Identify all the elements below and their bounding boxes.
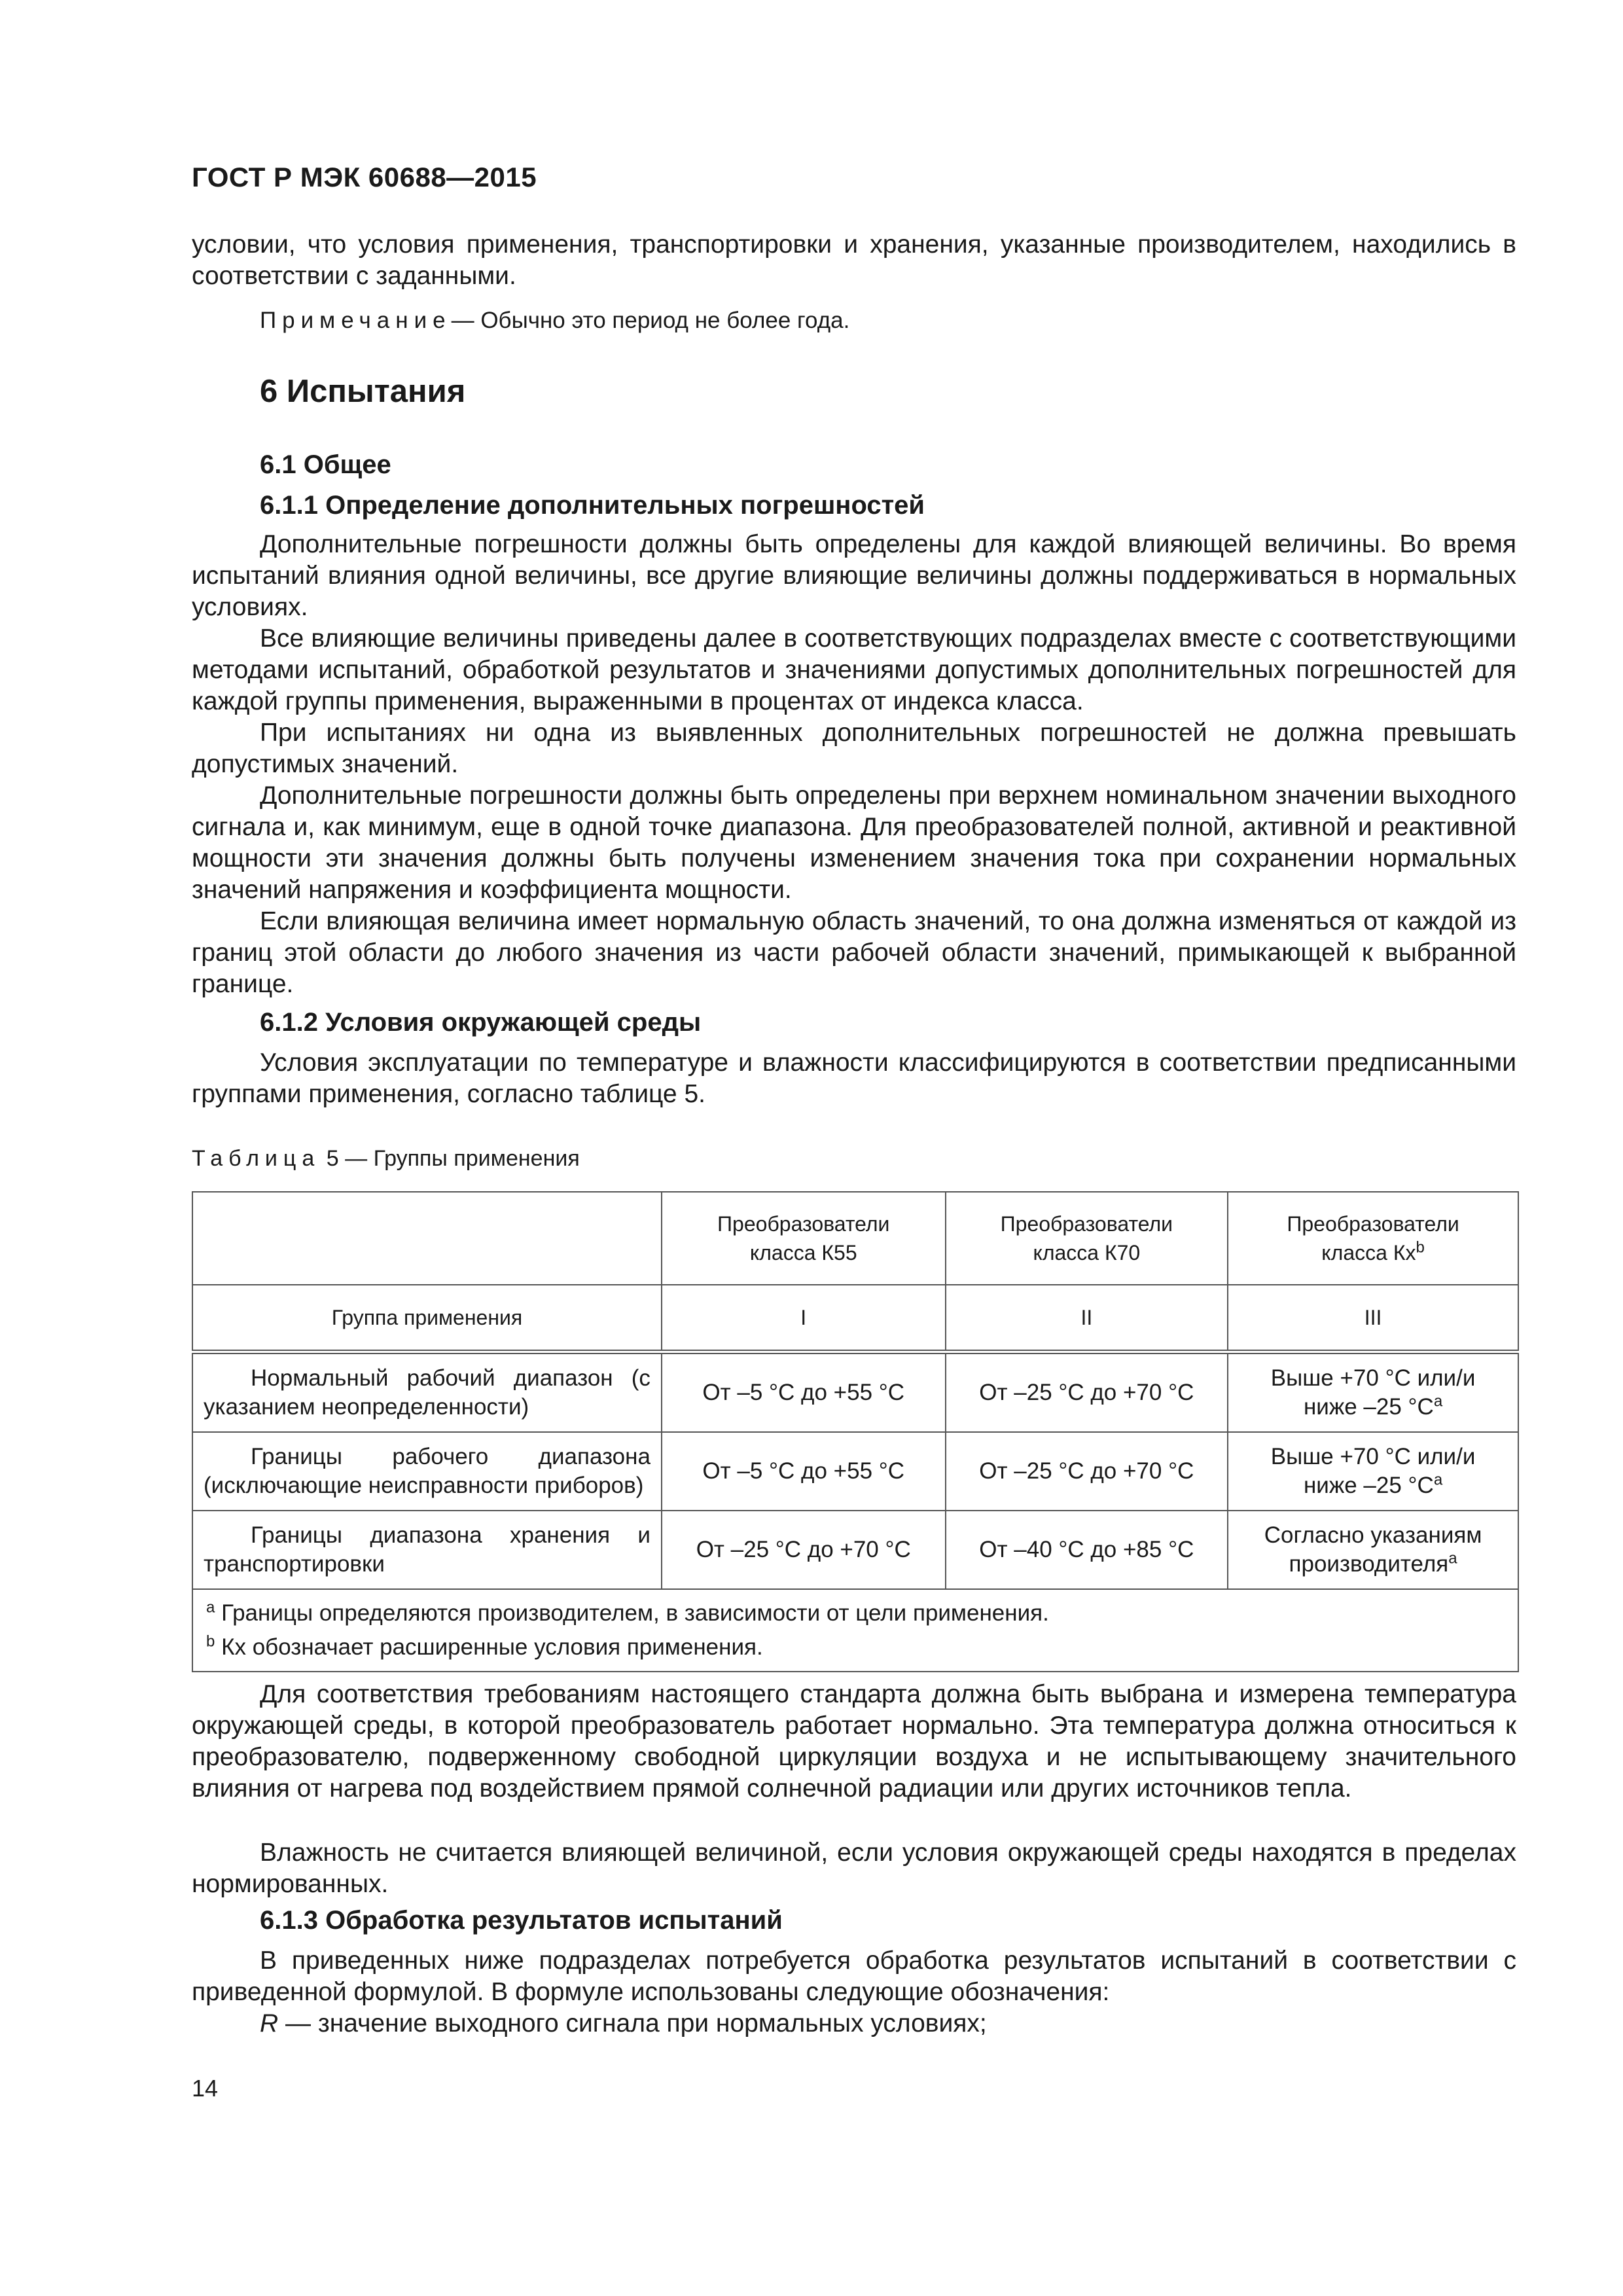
note-label: Примечание <box>260 308 452 333</box>
row-label: Границы диапазона хранения и транспортировки <box>192 1511 662 1589</box>
row-label: Нормальный рабочий диапазон (с указанием неопределенности) <box>192 1352 662 1433</box>
page-number: 14 <box>192 2075 219 2102</box>
row-cell: Выше +70 °С или/и ниже –25 $^\circ С^a$ <box>1228 1352 1518 1433</box>
section-6-1-3-heading: 6.1.3 Обработка результатов испытаний <box>260 1906 783 1935</box>
footnote-mark-b: b <box>1416 1238 1425 1257</box>
row-cell: От –5 °С до +55 °С <box>662 1352 946 1433</box>
table-caption-text: 5 — Группы применения <box>326 1146 580 1171</box>
table-row <box>192 1432 1518 1511</box>
header-k55: Преобразователи класса К55 <box>662 1192 946 1285</box>
group-label: Группа применения <box>192 1285 662 1352</box>
paragraph-611-1: Дополнительные погрешности должны быть определены для каждой влияющей величины. Во время испытаний влияния одной величины, все другие влияющие величины должны поддерживаться в нормальных условиях. <box>192 530 1516 621</box>
row-cell: От –40 °С до +85 °С <box>946 1511 1228 1589</box>
paragraph-612: Условия эксплуатации по температуре и влажности классифицируются в соответствии предписанными группами применения, согласно таблице 5. <box>192 1049 1516 1108</box>
symbol-r: R <box>260 2009 279 2037</box>
definition-r: R — значение выходного сигнала при нормальных условиях; <box>260 2009 987 2037</box>
paragraph-611-5: Если влияющая величина имеет нормальную область значений, то она должна изменяться от каждой из границ этой области до любого значения из части рабочей области значений, примыкающей к выбранной границе. <box>192 907 1516 998</box>
paragraph-611-4: Дополнительные погрешности должны быть определены при верхнем номинальном значении выходного сигнала и, как минимум, еще в одной точке диапазона. Для преобразователей полной, активной и реактивной мощности эти значения должны быть получены изменением значения тока при сохранении нормальных значений напряжения и коэффициента мощности. <box>192 781 1516 904</box>
group-iii: III <box>1228 1285 1518 1352</box>
table-header-row <box>192 1192 1518 1285</box>
standard-header: ГОСТ Р МЭК 60688—2015 <box>192 162 537 192</box>
group-ii: II <box>946 1285 1228 1352</box>
section-6-1-1-heading: 6.1.1 Определение дополнительных погрешностей <box>260 491 925 520</box>
table-row <box>192 1352 1518 1433</box>
footnote-b: $^b$ Кx обозначает расширенные условия применения. <box>206 1632 763 1660</box>
table-group-row <box>192 1285 1518 1352</box>
header-kx: Преобразователи класса $Кx^b$ <box>1228 1192 1518 1285</box>
note <box>260 308 849 334</box>
table-row <box>192 1511 1518 1589</box>
row-cell: От –25 °С до +70 °С <box>946 1352 1228 1433</box>
row-cell: Согласно указаниям производителя$^a$ <box>1228 1511 1518 1589</box>
paragraph-613: В приведенных ниже подразделах потребуется обработка результатов испытаний в соответствии с приведенной формулой. В формуле использованы следующие обозначения: <box>192 1946 1516 2006</box>
paragraph-611-2: Все влияющие величины приведены далее в соответствующих подразделах вместе с соответствующими методами испытаний, обработкой результатов и значениями допустимых дополнительных погрешностей для каждой группы применения, выраженными в процентах от индекса класса. <box>192 624 1516 715</box>
table-footnotes <box>192 1589 1518 1672</box>
paragraph-after-table-2: Влажность не считается влияющей величиной, если условия окружающей среды находятся в пределах нормированных. <box>192 1839 1516 1898</box>
header-empty-cell <box>192 1192 662 1285</box>
header-k70: Преобразователи класса К70 <box>946 1192 1228 1285</box>
row-cell: От –25 °С до +70 °С <box>946 1432 1228 1511</box>
table-5 <box>192 1191 1519 1672</box>
section-6-heading: 6 Испытания <box>260 374 466 409</box>
table-caption <box>192 1146 580 1172</box>
table-caption-label: Таблица <box>192 1146 321 1171</box>
note-text: — Обычно это период не более года. <box>451 308 850 333</box>
paragraph-after-table-1: Для соответствия требованиям настоящего стандарта должна быть выбрана и измерена температура окружающей среды, в которой преобразователь работает нормально. Эта температура должна относиться к преобразователю, подверженному свободной циркуляции воздуха и не испытывающему значительного влияния от нагрева под воздействием прямой солнечной радиации или других источников тепла. <box>192 1680 1516 1803</box>
footnote-a: $^a$ Границы определяются производителем, в зависимости от цели применения. <box>206 1598 1049 1626</box>
row-cell: Выше +70 °С или/и ниже –25 $^\circ С^a$ <box>1228 1432 1518 1511</box>
row-cell: От –25 °С до +70 °С <box>662 1511 946 1589</box>
section-6-1-heading: 6.1 Общее <box>260 450 391 479</box>
row-cell: От –5 °С до +55 °С <box>662 1432 946 1511</box>
paragraph-611-3: При испытаниях ни одна из выявленных дополнительных погрешностей не должна превышать допустимых значений. <box>192 719 1516 778</box>
section-6-1-2-heading: 6.1.2 Условия окружающей среды <box>260 1008 702 1037</box>
continuation-paragraph: условии, что условия применения, транспортировки и хранения, указанные производителем, находились в соответствии с заданными. <box>192 230 1516 290</box>
row-label: Границы рабочего диапазона (исключающие неисправности приборов) <box>192 1432 662 1511</box>
group-i: I <box>662 1285 946 1352</box>
